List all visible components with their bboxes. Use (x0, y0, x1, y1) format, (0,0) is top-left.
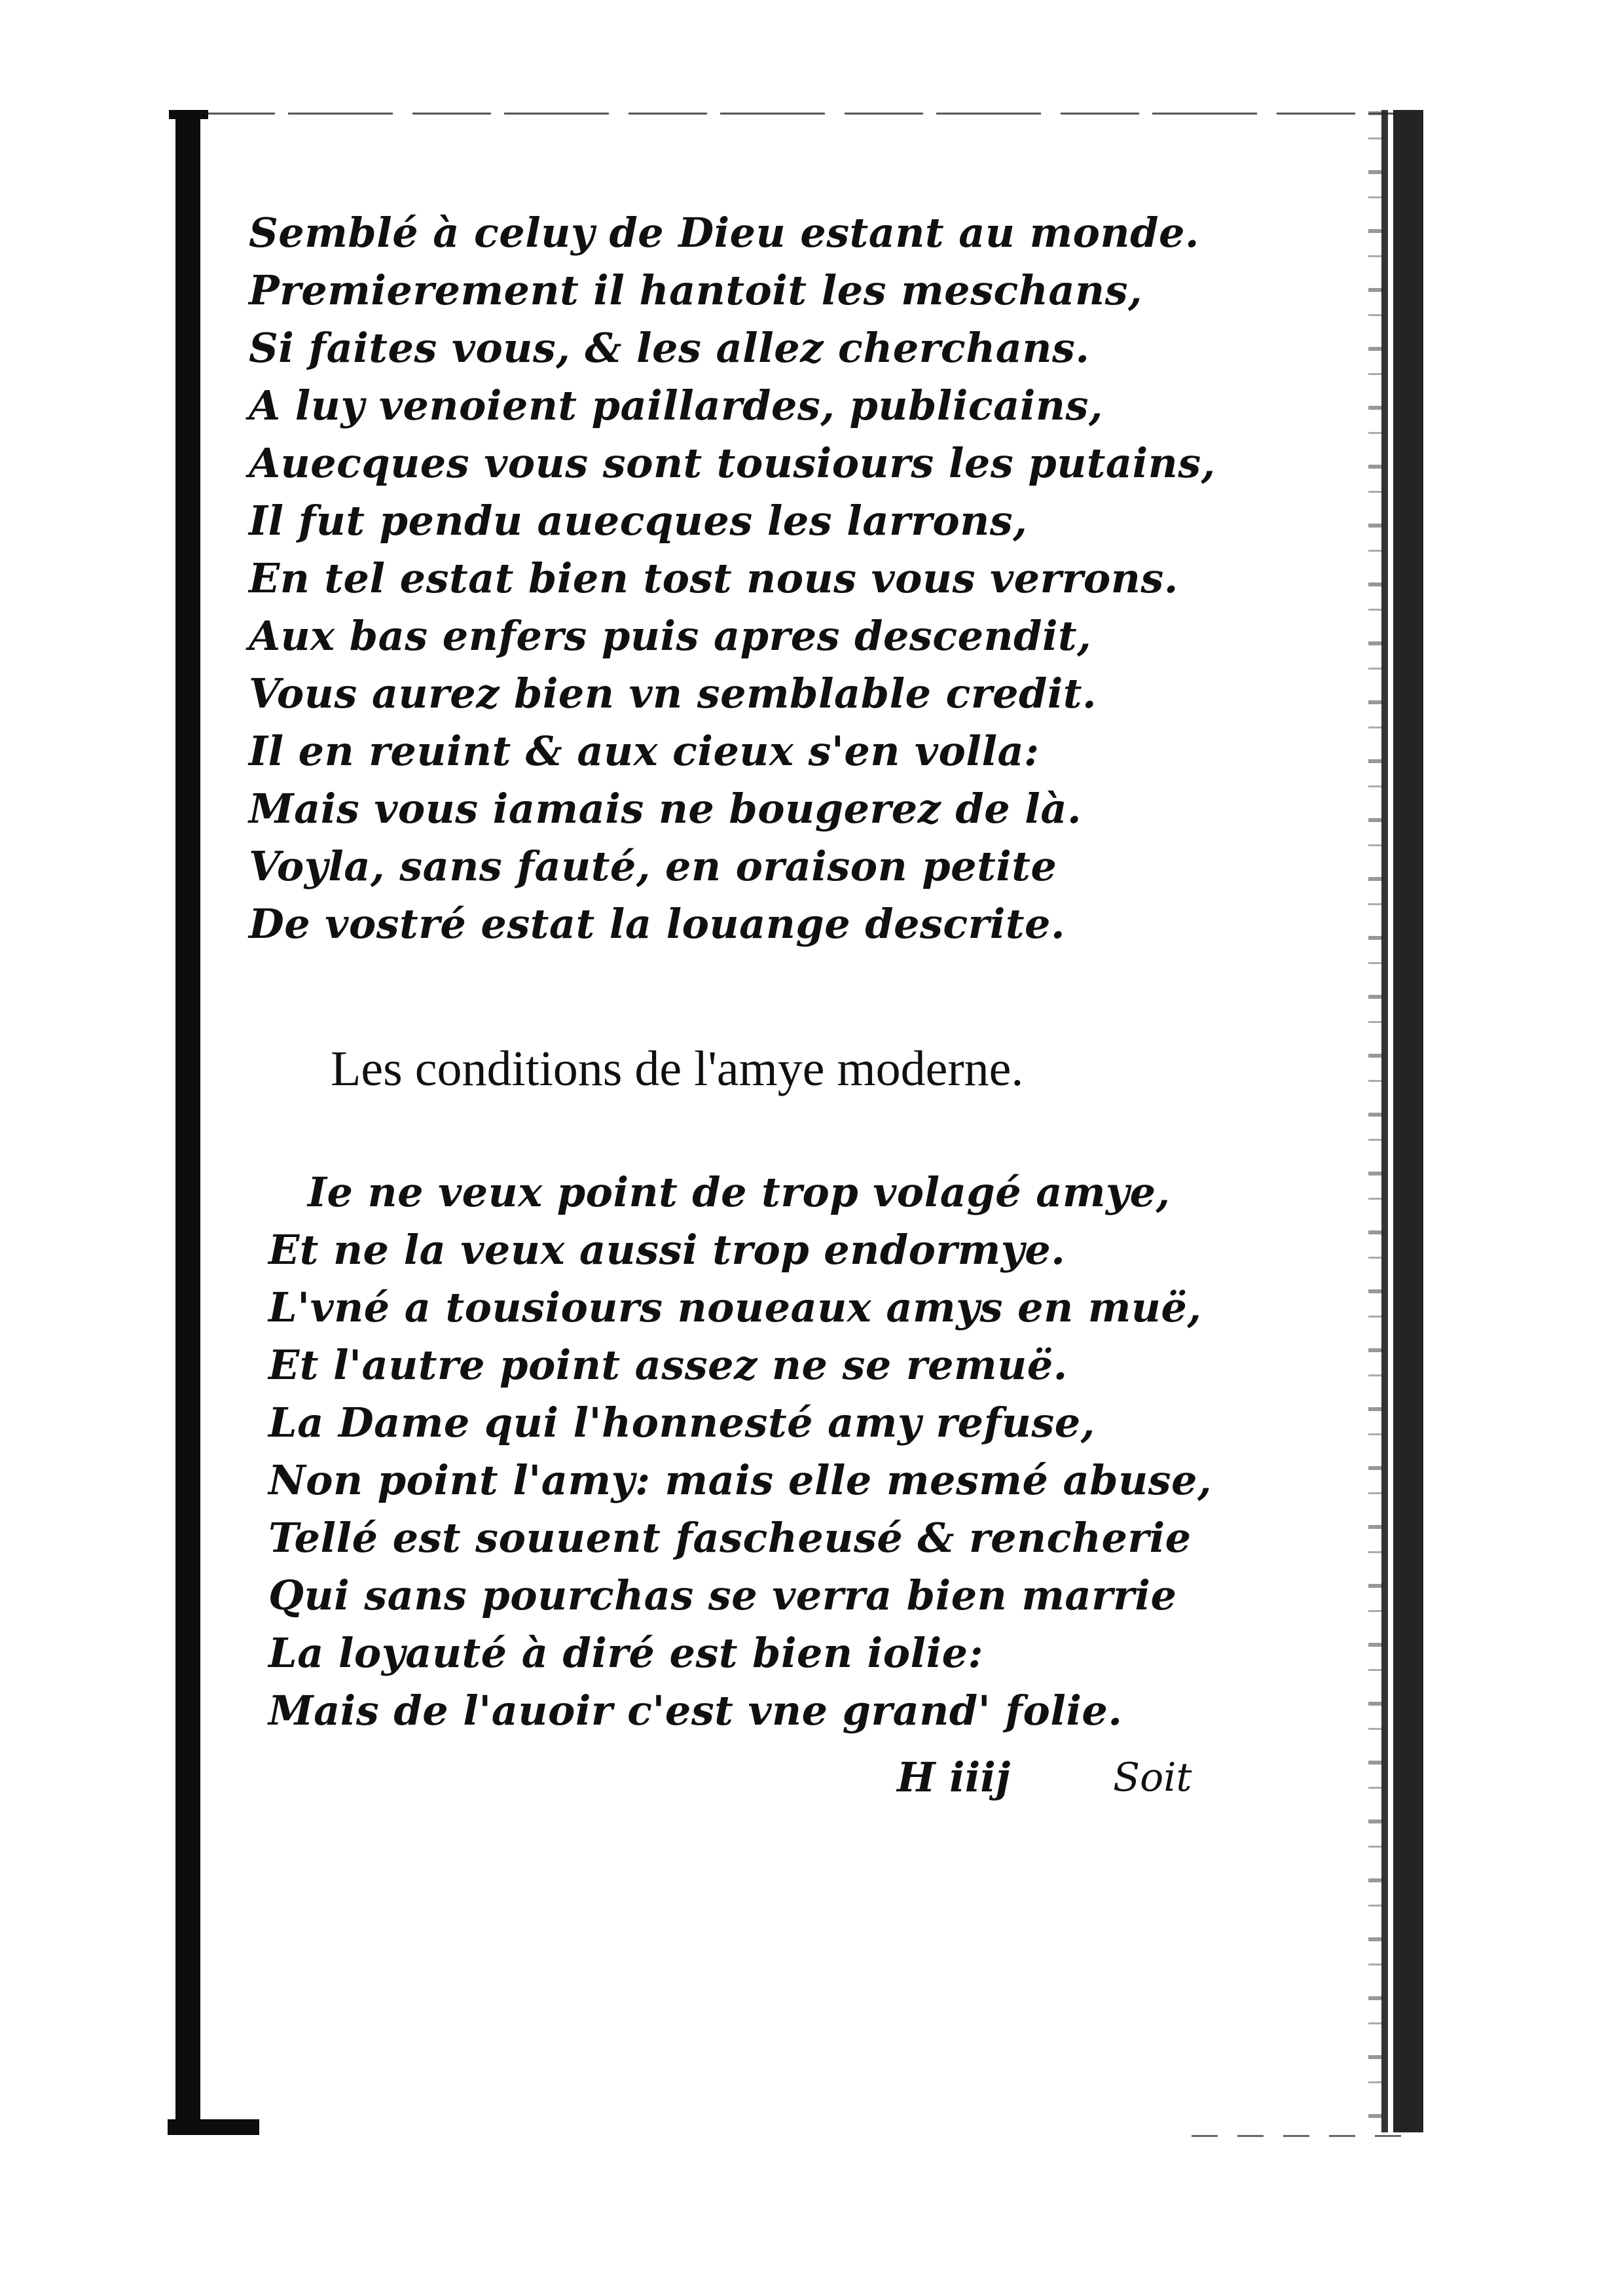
verse-line: Il en reuint & aux cieux s'en volla: (249, 727, 1040, 775)
verse-line: Premierement il hantoit les meschans, (249, 266, 1143, 314)
verse-line: Mais vous iamais ne bougerez de là. (249, 785, 1082, 833)
verse-line: De vostré estat la louange descrite. (249, 900, 1066, 948)
bottom-left-foot (168, 2119, 259, 2135)
verse-line: Mais de l'auoir c'est vne grand' folie. (268, 1687, 1123, 1734)
catchword: Soit (1113, 1755, 1192, 1801)
right-page-edge (1381, 110, 1423, 2132)
verse-line: Semblé à celuy de Dieu estant au monde. (249, 209, 1199, 257)
signature-mark: H iiij (897, 1753, 1011, 1801)
verse-line: La loyauté à diré est bien iolie: (268, 1629, 983, 1677)
verse-line: Ie ne veux point de trop volagé amye, (308, 1168, 1171, 1216)
verse-line: Et l'autre point assez ne se remuë. (268, 1341, 1068, 1389)
section-title: Les conditions de l'amye moderne. (331, 1041, 1024, 1096)
verse-line: Non point l'amy: mais elle mesmé abuse, (268, 1456, 1213, 1504)
verse-line: Il fut pendu auecques les larrons, (249, 497, 1028, 545)
verse-line: Qui sans pourchas se verra bien marrie (268, 1571, 1177, 1619)
verse-line: A luy venoient paillardes, publicains, (249, 382, 1103, 429)
top-border-line (196, 113, 1395, 115)
verse-line: Aux bas enfers puis apres descendit, (249, 612, 1092, 660)
verse-line: Tellé est souuent fascheusé & rencherie (268, 1514, 1192, 1562)
left-gutter-rule (175, 110, 200, 2132)
verse-line: Auecques vous sont tousiours les putains, (249, 439, 1216, 487)
verse-line: Si faites vous, & les allez cherchans. (249, 324, 1090, 372)
verse-line: Vous aurez bien vn semblable credit. (249, 670, 1097, 717)
verse-line: Et ne la veux aussi trop endormye. (268, 1226, 1066, 1274)
verse-line: L'vné a tousiours noueaux amys en muë, (268, 1283, 1202, 1331)
verse-line: La Dame qui l'honnesté amy refuse, (268, 1399, 1095, 1446)
bottom-border-line (1192, 2135, 1414, 2137)
verse-line: Voyla, sans fauté, en oraison petite (249, 842, 1057, 890)
right-edge-speckle (1368, 111, 1383, 2127)
verse-line: En tel estat bien tost nous vous verrons. (249, 554, 1178, 602)
